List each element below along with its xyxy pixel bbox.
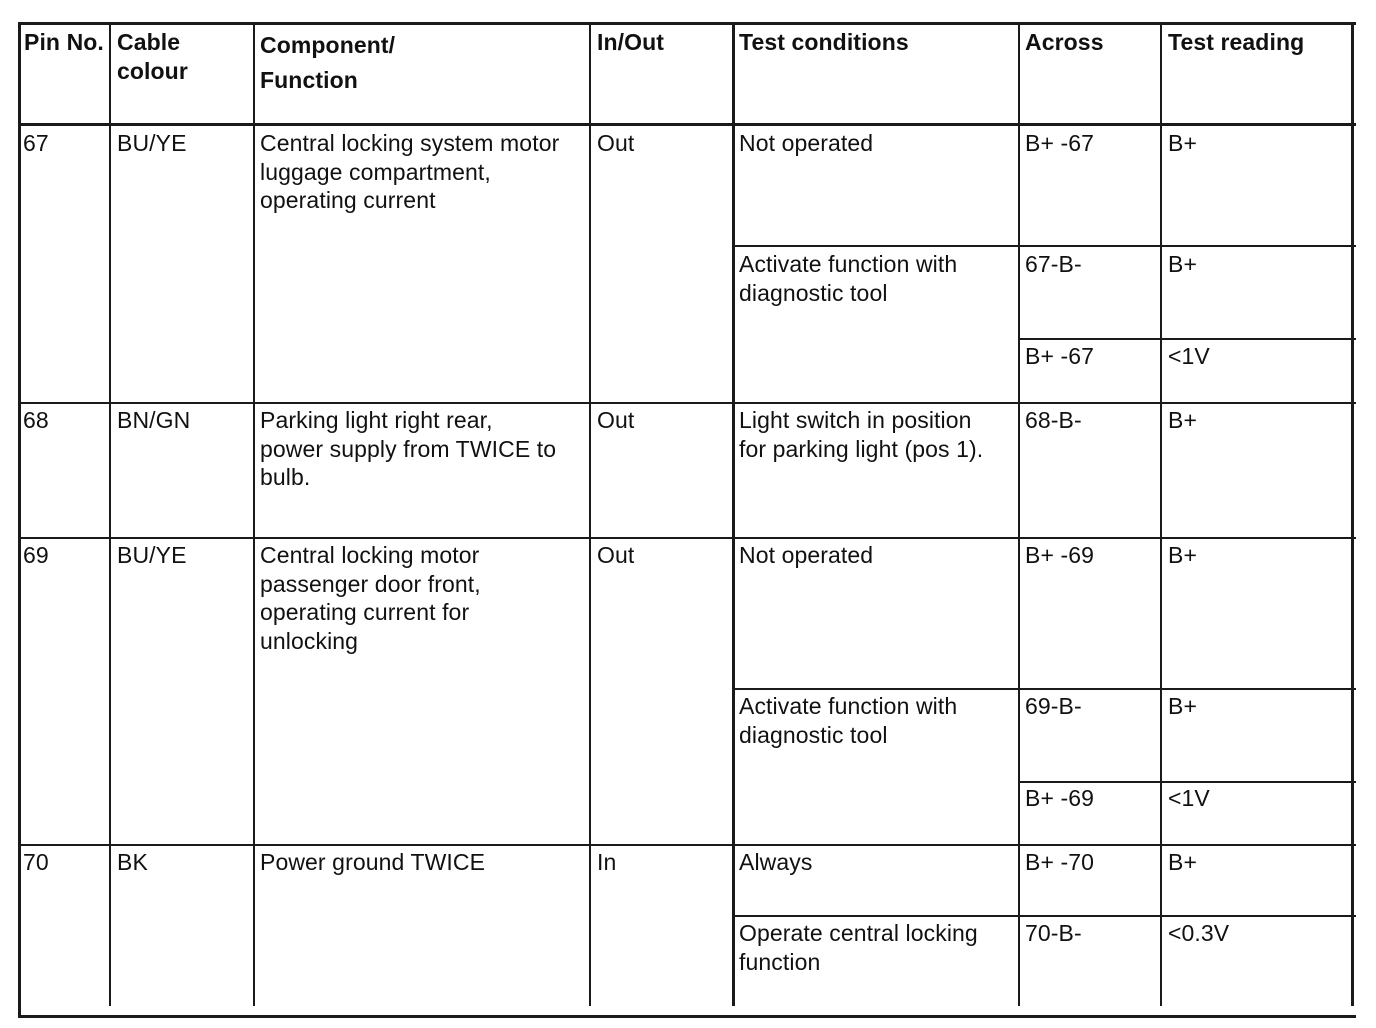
in-out: Out xyxy=(597,542,635,568)
test-condition: Activate function with diagnostic tool xyxy=(739,251,958,306)
across-value: 70-B- xyxy=(1025,920,1082,946)
cable-colour: BU/YE xyxy=(117,130,187,156)
component-function: Parking light right rear, power supply from TWICE to bulb. xyxy=(260,407,557,490)
test-reading: B+ xyxy=(1168,251,1197,277)
test-condition: Always xyxy=(739,849,813,875)
across-value: B+ -69 xyxy=(1025,542,1095,568)
in-out: Out xyxy=(597,130,635,156)
column-divider xyxy=(732,22,735,1006)
test-reading: B+ xyxy=(1168,542,1197,568)
header-in-out: In/Out xyxy=(597,29,665,55)
in-out: In xyxy=(597,849,617,875)
cable-colour: BU/YE xyxy=(117,542,187,568)
test-reading: <1V xyxy=(1168,785,1210,811)
sub-row-divider xyxy=(1018,781,1356,783)
table-bottom-border xyxy=(18,1015,1356,1018)
across-value: B+ -70 xyxy=(1025,849,1095,875)
column-divider xyxy=(589,22,591,1006)
pin-number: 67 xyxy=(23,130,49,156)
column-divider xyxy=(109,22,111,1006)
row-divider xyxy=(18,402,1356,404)
column-divider xyxy=(253,22,255,1006)
test-condition: Light switch in position for parking light (pos 1). xyxy=(739,407,984,462)
sub-row-divider xyxy=(732,688,1356,690)
across-value: B+ -69 xyxy=(1025,785,1095,811)
header-across: Across xyxy=(1025,29,1104,55)
header-pin-no: Pin No. xyxy=(24,29,104,55)
header-test-conditions: Test conditions xyxy=(739,29,909,55)
header-bottom-border xyxy=(18,123,1356,126)
header-component-function: Component/ Function xyxy=(260,32,396,93)
across-value: B+ -67 xyxy=(1025,343,1095,369)
component-function: Central locking system motor luggage compartment, operating current xyxy=(260,130,560,213)
header-test-reading: Test reading xyxy=(1168,29,1305,55)
sub-row-divider xyxy=(1018,338,1356,340)
row-divider xyxy=(18,844,1356,846)
table-right-border xyxy=(1351,22,1354,1006)
test-reading: B+ xyxy=(1168,130,1197,156)
row-divider xyxy=(18,537,1356,539)
in-out: Out xyxy=(597,407,635,433)
across-value: 67-B- xyxy=(1025,251,1082,277)
cable-colour: BN/GN xyxy=(117,407,191,433)
component-function: Central locking motor passenger door front, operating current for unlocking xyxy=(260,542,481,654)
across-value: 69-B- xyxy=(1025,693,1082,719)
test-condition: Operate central locking function xyxy=(739,920,978,975)
pin-number: 69 xyxy=(23,542,49,568)
table-left-border xyxy=(18,22,21,1018)
test-reading: B+ xyxy=(1168,693,1197,719)
table-top-border xyxy=(18,22,1356,25)
sub-row-divider xyxy=(732,915,1356,917)
column-divider xyxy=(1018,22,1020,1006)
pin-number: 70 xyxy=(23,849,49,875)
column-divider xyxy=(1160,22,1162,1006)
test-condition: Not operated xyxy=(739,542,874,568)
test-reading: <1V xyxy=(1168,343,1210,369)
across-value: B+ -67 xyxy=(1025,130,1095,156)
test-condition: Not operated xyxy=(739,130,874,156)
across-value: 68-B- xyxy=(1025,407,1082,433)
header-cable-colour: Cable colour xyxy=(117,29,188,84)
cable-colour: BK xyxy=(117,849,148,875)
component-function: Power ground TWICE xyxy=(260,849,486,875)
test-reading: <0.3V xyxy=(1168,920,1230,946)
test-reading: B+ xyxy=(1168,407,1197,433)
pin-test-table xyxy=(18,22,1356,1018)
test-condition: Activate function with diagnostic tool xyxy=(739,693,958,748)
pin-number: 68 xyxy=(23,407,49,433)
sub-row-divider xyxy=(732,245,1356,247)
test-reading: B+ xyxy=(1168,849,1197,875)
